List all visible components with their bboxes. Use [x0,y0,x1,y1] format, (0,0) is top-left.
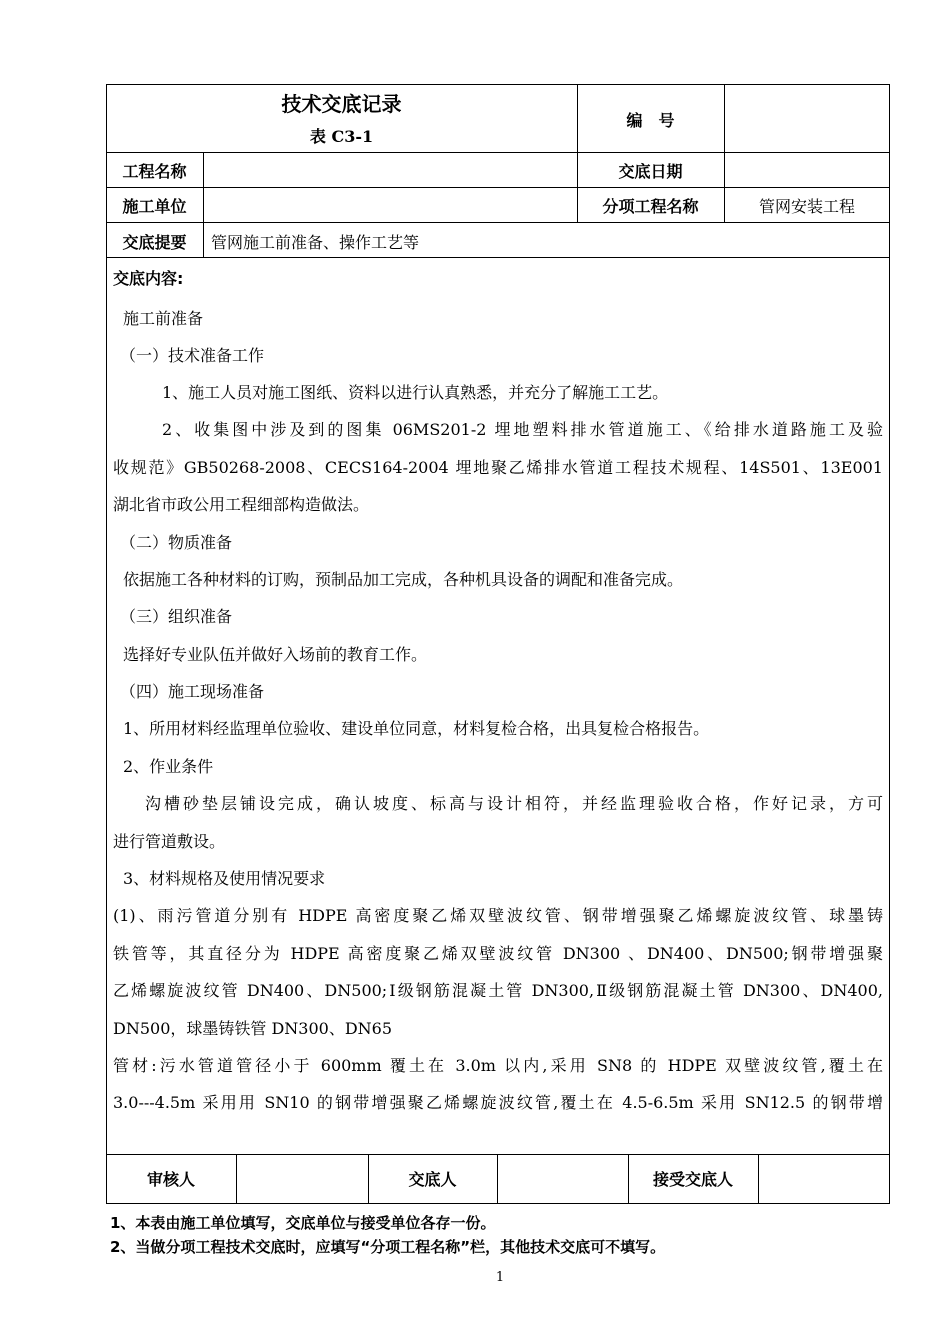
content-line: 依据施工各种材料的订购，预制品加工完成，各种机具设备的调配和准备完成。 [123,570,684,589]
unit-label: 施工单位 [122,197,187,216]
project-name-field[interactable] [203,152,577,187]
subproject-field[interactable]: 管网安装工程 [758,197,855,216]
content-line: 管材:污水管道管径小于 600mm 覆土在 3.0m 以内,采用 SN8 的 HDPE 双壁波纹管,覆土在 [113,1056,883,1075]
content-line: 湖北省市政公用工程细部构造做法。 [113,495,370,514]
divider [106,222,890,223]
content-line: 1、施工人员对施工图纸、资料以进行认真熟悉，并充分了解施工工艺。 [162,383,669,402]
project-name-label: 工程名称 [122,162,187,181]
reviewer-label: 审核人 [146,1170,195,1189]
content-line: 沟槽砂垫层铺设完成，确认坡度、标高与设计相符，并经监理验收合格，作好记录，方可 [145,794,883,813]
discloser-label: 交底人 [408,1170,457,1189]
receiver-label: 接受交底人 [652,1170,733,1189]
content-line: 3.0---4.5m 采用用 SN10 的钢带增强聚乙烯螺旋波纹管,覆土在 4.5-6.5m 采用 SN12.5 的钢带增 [113,1093,883,1112]
content-line: （三）组织准备 [120,607,233,626]
unit-field[interactable] [203,187,577,222]
date-field[interactable] [724,152,890,187]
footnote: 2、当做分项工程技术交底时，应填写“分项工程名称”栏，其他技术交底可不填写。 [110,1238,666,1256]
subproject-label: 分项工程名称 [602,197,699,216]
content-line: （四）施工现场准备 [120,682,265,701]
summary-label: 交底提要 [122,233,187,252]
reviewer-field[interactable] [236,1154,368,1204]
discloser-field[interactable] [497,1154,628,1204]
content-line: (1)、雨污管道分别有 HDPE 高密度聚乙烯双壁波纹管、钢带增强聚乙烯螺旋波纹管、球墨铸 [113,906,883,925]
content-line: 2、作业条件 [123,757,214,776]
divider [106,257,890,258]
content-line: 进行管道敷设。 [113,832,226,851]
content-line: 铁管等，其直径分为 HDPE 高密度聚乙烯双壁波纹管 DN300 、DN400、DN500;钢带增强聚 [113,944,883,963]
page-number: 1 [495,1270,505,1285]
content-line: （一）技术准备工作 [120,346,265,365]
content-line: 选择好专业队伍并做好入场前的教育工作。 [123,645,428,664]
content-line: 乙烯螺旋波纹管 DN400、DN500;Ⅰ级钢筋混凝土管 DN300,Ⅱ级钢筋混凝土管 DN300、DN400, [113,981,883,1000]
content-heading: 交底内容: [113,269,184,288]
content-line: 2、收集图中涉及到的图集 06MS201-2 埋地塑料排水管道施工、《给排水道路施工及验 [162,420,883,439]
content-line: （二）物质准备 [120,533,233,552]
content-line: DN500，球墨铸铁管 DN300、DN65 [113,1019,393,1038]
page-title: 技术交底记录 [281,92,402,116]
form-number: 表 C3-1 [309,127,374,146]
number-field[interactable] [724,84,890,152]
footnote: 1、本表由施工单位填写，交底单位与接受单位各存一份。 [110,1214,496,1232]
content-line: 收规范》GB50268-2008、CECS164-2004 埋地聚乙烯排水管道工程技术规程、14S501、13E001 [113,458,883,477]
number-label: 编 号 [626,111,675,130]
content-line: 3、材料规格及使用情况要求 [123,869,326,888]
receiver-field[interactable] [758,1154,890,1204]
summary-field[interactable]: 管网施工前准备、操作工艺等 [211,233,420,252]
content-line: 1、所用材料经监理单位验收、建设单位同意，材料复检合格，出具复检合格报告。 [123,719,710,738]
date-label: 交底日期 [618,162,683,181]
content-line: 施工前准备 [123,309,204,328]
